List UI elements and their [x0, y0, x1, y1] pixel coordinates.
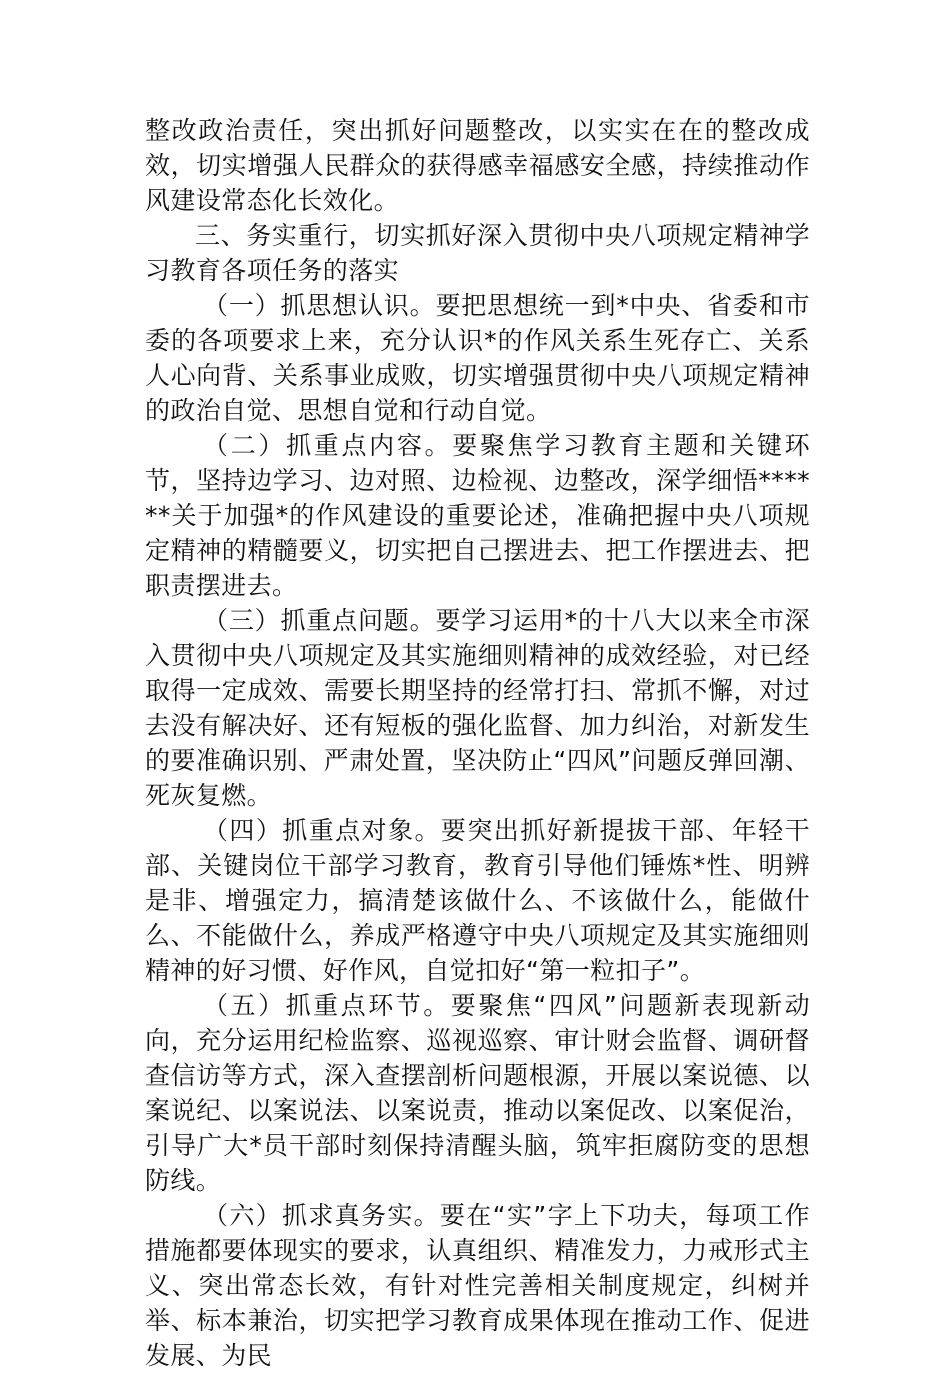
paragraph-intro-continuation: 整改政治责任，突出抓好问题整改，以实实在在的整改成效，切实增强人民群众的获得感幸福感安全感，持续推动作风建设常态化长效化。: [145, 116, 810, 215]
paragraph-item-six: （六）抓求真务实。要在“实”字上下功夫，每项工作措施都要体现实的要求，认真组织、精准发力，力戒形式主义、突出常态长效，有针对性完善相关制度规定，纠树并举、标本兼治，切实把学习教育成果体现在推动工作、促进发展、为民: [145, 1201, 810, 1370]
paragraph-item-five: （五）抓重点环节。要聚焦“四风”问题新表现新动向，充分运用纪检监察、巡视巡察、审计财会监督、调研督查信访等方式，深入查摆剖析问题根源，开展以案说德、以案说纪、以案说法、以案说责，推动以案促改、以案促治，引导广大*员干部时刻保持清醒头脑，筑牢拒腐防变的思想防线。: [145, 991, 810, 1195]
section-three-heading: 三、务实重行，切实抓好深入贯彻中央八项规定精神学习教育各项任务的落实: [145, 221, 810, 285]
paragraph-item-one: （一）抓思想认识。要把思想统一到*中央、省委和市委的各项要求上来，充分认识*的作风关系生死存亡、关系人心向背、关系事业成败，切实增强贯彻中央八项规定精神的政治自觉、思想自觉和行动自觉。: [145, 291, 810, 425]
paragraph-item-four: （四）抓重点对象。要突出抓好新提拔干部、年轻干部、关键岗位干部学习教育，教育引导他们锤炼*性、明辨是非、增强定力，搞清楚该做什么、不该做什么，能做什么、不能做什么，养成严格遵守中央八项规定及其实施细则精神的好习惯、好作风，自觉扣好“第一粒扣子”。: [145, 816, 810, 985]
paragraph-item-two: （二）抓重点内容。要聚焦学习教育主题和关键环节，坚持边学习、边对照、边检视、边整改，深学细悟******关于加强*的作风建设的重要论述，准确把握中央八项规定精神的精髓要义，切实把自己摆进去、把工作摆进去、把职责摆进去。: [145, 431, 810, 600]
paragraph-item-three: （三）抓重点问题。要学习运用*的十八大以来全市深入贯彻中央八项规定及其实施细则精神的成效经验，对已经取得一定成效、需要长期坚持的经常打扫、常抓不懈，对过去没有解决好、还有短板的强化监督、加力纠治，对新发生的要准确识别、严肃处置，坚决防止“四风”问题反弹回潮、死灰复燃。: [145, 606, 810, 810]
document-body: [145, 113, 810, 1373]
